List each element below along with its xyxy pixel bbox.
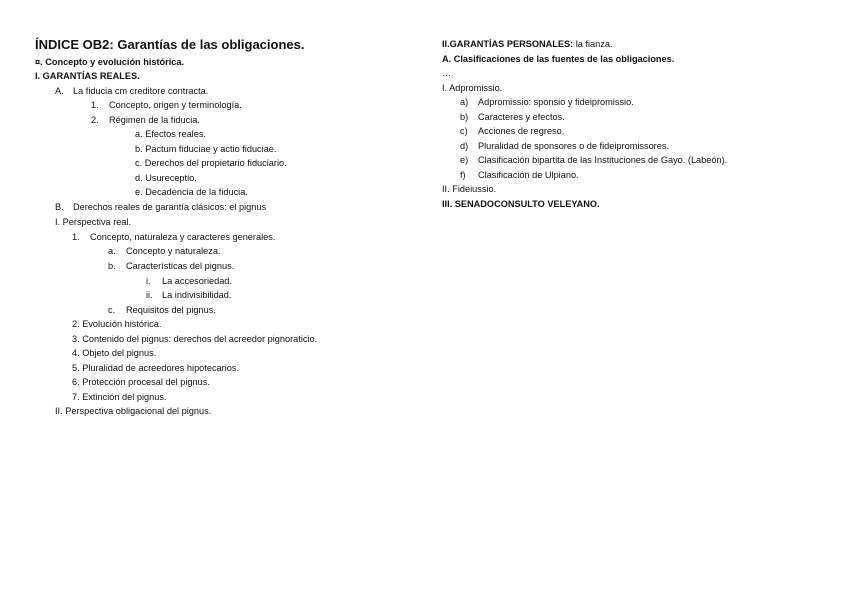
item-A2d: d. Usureceptio. xyxy=(135,173,197,183)
item-BI4: 4. Objeto del pignus. xyxy=(72,348,157,358)
item-marker: i. xyxy=(146,276,151,286)
item-text: La indivisibilidad. xyxy=(162,290,232,300)
list-item xyxy=(460,154,727,166)
ellipsis: … xyxy=(442,68,452,78)
item-marker: e) xyxy=(460,155,469,165)
item-text: Pluralidad de sponsores o de fideipromissores. xyxy=(478,141,669,151)
item-A2e: e. Decadencia de la fiducia. xyxy=(135,187,248,197)
item-marker: 1. xyxy=(72,232,80,242)
item-marker: a. xyxy=(108,246,116,256)
item-BI1b xyxy=(108,260,234,272)
item-marker: d) xyxy=(460,141,469,151)
item-text: Clasificación de Ulpiano. xyxy=(478,170,579,180)
list-item xyxy=(460,96,634,108)
section-senadoconsulto: III. SENADOCONSULTO VELEYANO. xyxy=(442,199,600,209)
item-marker: f) xyxy=(460,170,466,180)
list-item xyxy=(460,140,669,152)
item-text: Características del pignus. xyxy=(126,261,235,271)
item-marker: b) xyxy=(460,112,469,122)
item-text: Caracteres y efectos. xyxy=(478,112,565,122)
item-marker: a) xyxy=(460,97,469,107)
list-item xyxy=(460,169,579,181)
heading-adpromissio: I. Adpromissio. xyxy=(442,83,503,93)
item-text: Régimen de la fiducia. xyxy=(109,115,200,125)
item-A xyxy=(55,85,208,97)
item-A2 xyxy=(91,114,200,126)
section-garantias-reales: I. GARANTÍAS REALES. xyxy=(35,71,140,81)
document-title: ÍNDICE OB2: Garantías de las obligaciones. xyxy=(35,37,305,52)
item-text: La fiducia cm creditore contracta. xyxy=(73,86,209,96)
item-marker: ii. xyxy=(146,290,153,300)
item-text: Derechos reales de garantía clásicos: el pignus xyxy=(73,202,267,212)
section-garantias-personales xyxy=(442,38,613,50)
item-BI1c xyxy=(108,304,216,316)
item-A2c: c. Derechos del propietario fiduciario. xyxy=(135,158,287,168)
item-BI5: 5. Pluralidad de acreedores hipotecarios. xyxy=(72,363,240,373)
section-heading-bold: II.GARANTÍAS PERSONALES: xyxy=(442,39,574,49)
item-text: Concepto, naturaleza y caracteres generales. xyxy=(90,232,276,242)
item-marker: 1. xyxy=(91,100,99,110)
item-BI3: 3. Contenido del pignus: derechos del acreedor pignoraticio. xyxy=(72,334,318,344)
item-BI6: 6. Protección procesal del pignus. xyxy=(72,377,210,387)
item-marker: B. xyxy=(55,202,64,212)
item-A2a: a. Efectos reales. xyxy=(135,129,206,139)
item-BII: II. Perspectiva obligacional del pignus. xyxy=(55,406,212,416)
item-B xyxy=(55,201,266,213)
item-BI: I. Perspectiva real. xyxy=(55,217,132,227)
item-BI1 xyxy=(72,231,275,243)
item-BI2: 2. Evolución histórica. xyxy=(72,319,162,329)
item-marker: b. xyxy=(108,261,116,271)
item-text: Adpromissio: sponsio y fideipromissio. xyxy=(478,97,634,107)
list-item xyxy=(460,125,564,137)
list-item xyxy=(460,111,565,123)
item-text: Requisitos del pignus. xyxy=(126,305,216,315)
item-BI1bi xyxy=(146,275,232,287)
item-A2b: b. Pactum fiduciae y actio fiduciae. xyxy=(135,144,277,154)
heading-clasificaciones: A. Clasificaciones de las fuentes de las obligaciones. xyxy=(442,54,675,64)
item-marker: A. xyxy=(55,86,64,96)
item-text: Concepto y naturaleza. xyxy=(126,246,221,256)
item-marker: 2. xyxy=(91,115,99,125)
item-marker: c) xyxy=(460,126,468,136)
item-text: Concepto, origen y terminología. xyxy=(109,100,242,110)
item-text: Clasificación bipartita de las Instituciones de Gayo. (Labeón). xyxy=(478,155,728,165)
item-BI1a xyxy=(108,245,221,257)
item-BI1bii xyxy=(146,289,231,301)
item-text: Acciones de regreso. xyxy=(478,126,565,136)
item-A1 xyxy=(91,99,242,111)
section-heading-rest: la fianza. xyxy=(573,39,613,49)
heading-fideiussio: II. Fideiussio. xyxy=(442,184,497,194)
item-text: La accesoriedad. xyxy=(162,276,232,286)
item-BI7: 7. Extinción del pignus. xyxy=(72,392,167,402)
item-marker: c. xyxy=(108,305,116,315)
subtitle-concepto: ¤. Concepto y evolución histórica. xyxy=(35,57,185,67)
